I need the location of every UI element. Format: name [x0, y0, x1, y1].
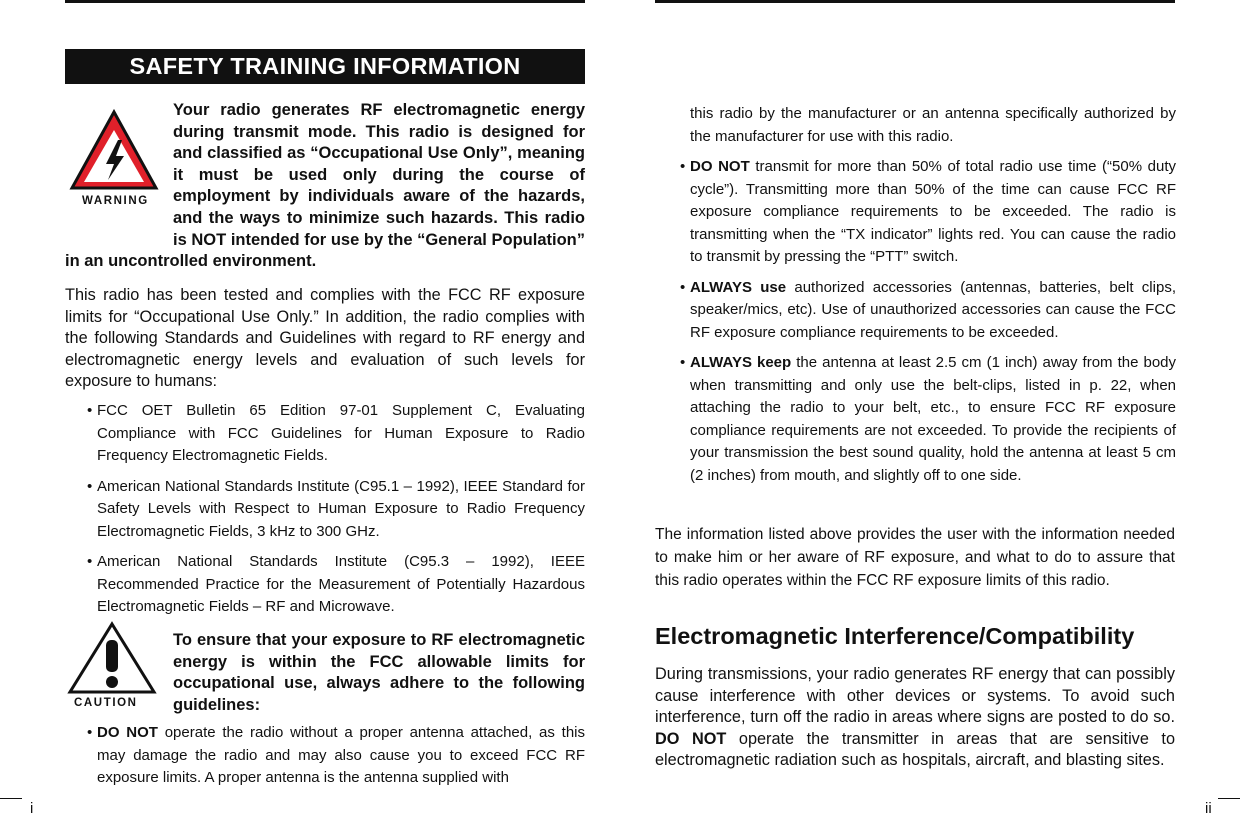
intro-block — [65, 285, 585, 393]
standard-item: • FCC OET Bulletin 65 Edition 97-01 Supplement C, Evaluating Compliance with FCC Guidelines for Human Exposure to Radio Frequency Electromagnetic Fields. — [87, 402, 585, 464]
guideline-item: this radio by the manufacturer or an antenna specifically authorized by the manufacturer for use with this radio. — [690, 105, 1176, 145]
footer-rule-right — [1218, 798, 1240, 799]
top-rule-right — [655, 0, 1175, 3]
page-number-left: i — [30, 800, 34, 817]
standard-item: • American National Standards Institute (C95.3 – 1992), IEEE Recommended Practice for the Measurement of Potentially Hazardous Electromagnetic Fields – RF and Microwave. — [87, 553, 585, 615]
emi-paragraph: During transmissions, your radio generates RF energy that can possibly cause interference with other devices or systems. To avoid such interference, turn off the radio in areas where signs are posted to do so. DO NOT operate the transmitter in areas that are sensitive to electromagnetic radiation such as hospitals, aircraft, and blasting sites. — [655, 665, 1175, 770]
summary-paragraph: The information listed above provides the user with the information needed to make him or her aware of RF exposure, and what to do to assure that this radio operates within the FCC RF exposure limits of this radio. — [655, 526, 1175, 589]
warning-label: WARNING — [82, 195, 149, 207]
section-heading: Electromagnetic Interference/Compatibility — [655, 623, 1135, 649]
warning-text: Your radio generates RF electromagnetic energy during transmit mode. This radio is designed for and classified as “Occupational Use Only”, meaning it must be used only during the course of employment by individuals aware of the hazards, and the ways to minimize such hazards. This radio is NOT intended for use by the “General Population” in an uncontrolled environment. — [65, 101, 585, 271]
summary-block — [655, 523, 1175, 592]
guideline-item: • DO NOT transmit for more than 50% of total radio use time (“50% duty cycle”). Transmitting more than 50% of the time can cause FCC RF exposure compliance requirements to be exceeded. The radio is transmitting when the “TX indicator” lights red. You can cause the radio to transmit by pressing the “PTT” switch. — [680, 158, 1176, 265]
guideline-item: • ALWAYS keep the antenna at least 2.5 cm (1 inch) away from the body when transmitting and only use the belt-clips, listed in p. 22, when attaching the radio to your belt, etc., to ensure FCC RF exposure compliance requirements are not exceeded. To provide the recipients of your transmission the best sound quality, hold the antenna at least 5 cm (2 inches) from mouth, and slightly off to one side. — [680, 354, 1177, 484]
caution-text: To ensure that your exposure to RF electromagnetic energy is within the FCC allowable limits for occupational use, always adhere to the following guidelines: — [173, 631, 585, 714]
guideline-item: • DO NOT operate the radio without a proper antenna attached, as this may damage the radio and may also cause you to exceed FCC RF exposure limits. A proper antenna is the antenna supplied with — [87, 724, 585, 786]
page-number-right: ii — [1205, 800, 1212, 817]
warning-text-block — [65, 100, 585, 273]
guidelines-continued — [680, 103, 1177, 487]
section-banner: SAFETY TRAINING INFORMATION — [65, 49, 585, 84]
footer-rule-left — [0, 798, 22, 799]
emi-block — [655, 664, 1175, 772]
standard-item: • American National Standards Institute (C95.1 – 1992), IEEE Standard for Safety Levels with Respect to Human Exposure to Radio Frequency Electromagnetic Fields, 3 kHz to 300 GHz. — [87, 477, 585, 540]
top-rule-left — [65, 0, 585, 3]
caution-text-block — [65, 630, 585, 716]
intro-paragraph: This radio has been tested and complies with the FCC RF exposure limits for “Occupational Use Only.” In addition, the radio complies with the following Standards and Guidelines with regard to RF energy and electromagnetic energy levels and evaluation of such levels for exposure to humans: — [65, 286, 585, 391]
caution-label: CAUTION — [74, 697, 138, 709]
guideline-item: • ALWAYS use authorized accessories (antennas, batteries, belt clips, speaker/mics, etc). Use of unauthorized accessories can cause the FCC RF exposure compliance requirements to be exceeded. — [680, 278, 1176, 341]
standards-list — [87, 400, 585, 619]
